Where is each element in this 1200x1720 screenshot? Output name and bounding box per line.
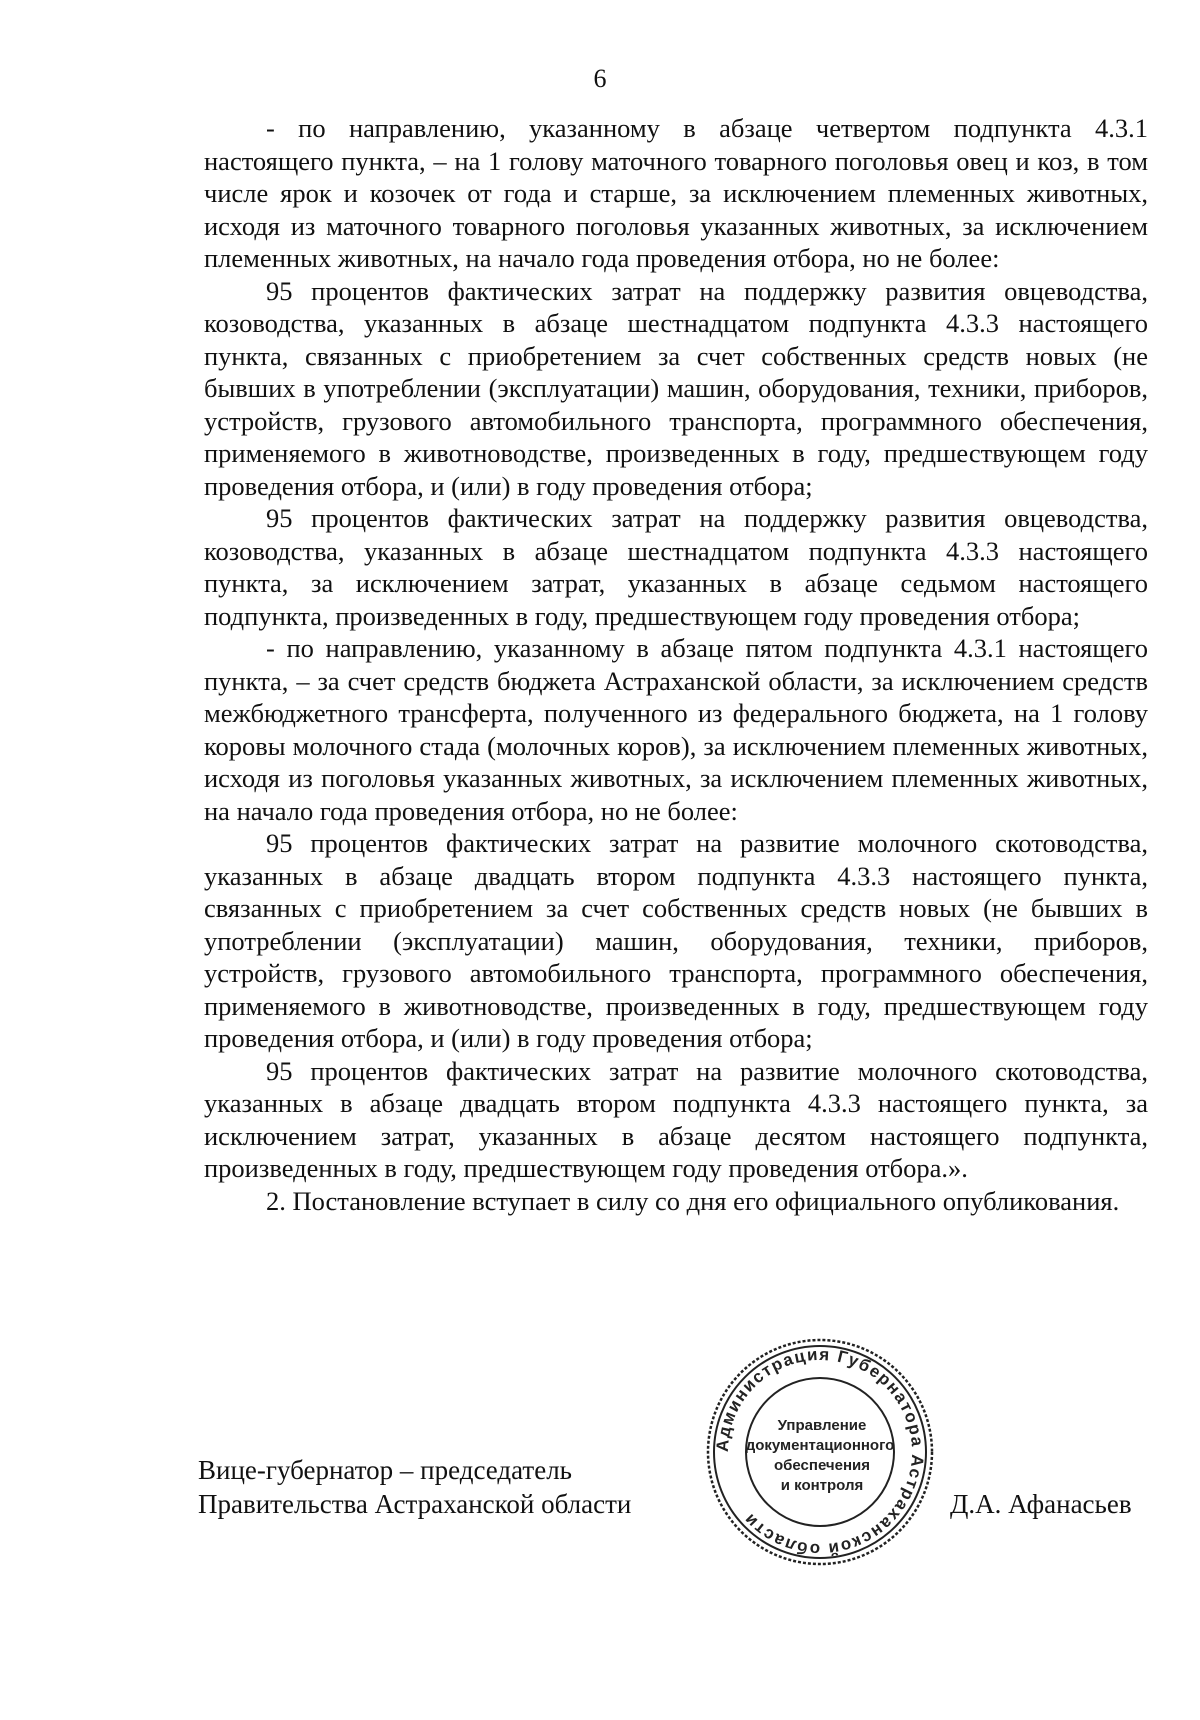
stamp-line-3: обеспечения bbox=[773, 1457, 871, 1474]
signatory-name: Д.А. Афанасьев bbox=[950, 1489, 1132, 1519]
signatory-position-line-2: Правительства Астраханской области bbox=[198, 1489, 632, 1519]
stamp-ring-text: Администрация Губернатора Астраханской области bbox=[712, 1344, 928, 1560]
paragraph-4: - по направлению, указанному в абзаце пятом подпункта 4.3.1 настоящего пункта, – за счет средств бюджета Астраханской области, за исключением средств межбюджетного трансферта, полученного из федерального бюджета, на 1 голову коровы молочного стада (молочных коров), за исключением племенных животных, исходя из поголовья указанных животных, за исключением племенных животных, на начало года проведения отбора, но не более: bbox=[204, 633, 1148, 826]
paragraph-2: 95 процентов фактических затрат на поддержку развития овцеводства, козоводства, указанных в абзаце шестнадцатом подпункта 4.3.3 настоящего пункта, связанных с приобретением за счет собственных средств новых (не бывших в употреблении (эксплуатации) машин, оборудования, техники, приборов, устройств, грузового автомобильного транспорта, программного обеспечения, применяемого в животноводстве, произведенных в году, предшествующем году проведения отбора, и (или) в году проведения отбора; bbox=[204, 275, 1148, 501]
paragraph-1: - по направлению, указанному в абзаце четвертом подпункта 4.3.1 настоящего пункта, – на 1 голову маточного товарного поголовья овец и коз, в том числе ярок и козочек от года и старше, за исключением племенных животных, исходя из маточного товарного поголовья указанных животных, за исключением племенных животных, на начало года проведения отбора, но не более: bbox=[204, 113, 1148, 273]
paragraph-6: 95 процентов фактических затрат на развитие молочного скотоводства, указанных в абзаце двадцать втором подпункта 4.3.3 настоящего пункта, за исключением затрат, указанных в абзаце десятом настоящего подпункта, произведенных в году, предшествующем году проведения отбора.». bbox=[204, 1055, 1148, 1183]
paragraph-3: 95 процентов фактических затрат на поддержку развития овцеводства, козоводства, указанных в абзаце шестнадцатом подпункта 4.3.3 настоящего пункта, за исключением затрат, указанных в абзаце седьмом настоящего подпункта, произведенных в году, предшествующем году проведения отбора; bbox=[204, 503, 1148, 631]
signatory-position bbox=[198, 1453, 631, 1521]
stamp-seal-icon bbox=[704, 1336, 936, 1568]
stamp-line-4: и контроля bbox=[780, 1477, 864, 1494]
official-stamp bbox=[704, 1336, 936, 1568]
paragraph-7: 2. Постановление вступает в силу со дня его официального опубликования. bbox=[266, 1185, 1120, 1216]
paragraph-5: 95 процентов фактических затрат на развитие молочного скотоводства, указанных в абзаце двадцать втором подпункта 4.3.3 настоящего пункта, связанных с приобретением за счет собственных средств новых (не бывших в употреблении (эксплуатации) машин, оборудования, техники, приборов, устройств, грузового автомобильного транспорта, программного обеспечения, применяемого в животноводстве, произведенных в году, предшествующем году проведения отбора, и (или) в году проведения отбора; bbox=[204, 828, 1148, 1053]
stamp-line-1: Управление bbox=[777, 1417, 867, 1434]
stamp-line-2: документационного bbox=[745, 1437, 895, 1454]
document-body bbox=[204, 112, 1148, 1217]
signatory-position-line-1: Вице-губернатор – председатель bbox=[198, 1455, 572, 1485]
page-number: 6 bbox=[593, 64, 607, 93]
